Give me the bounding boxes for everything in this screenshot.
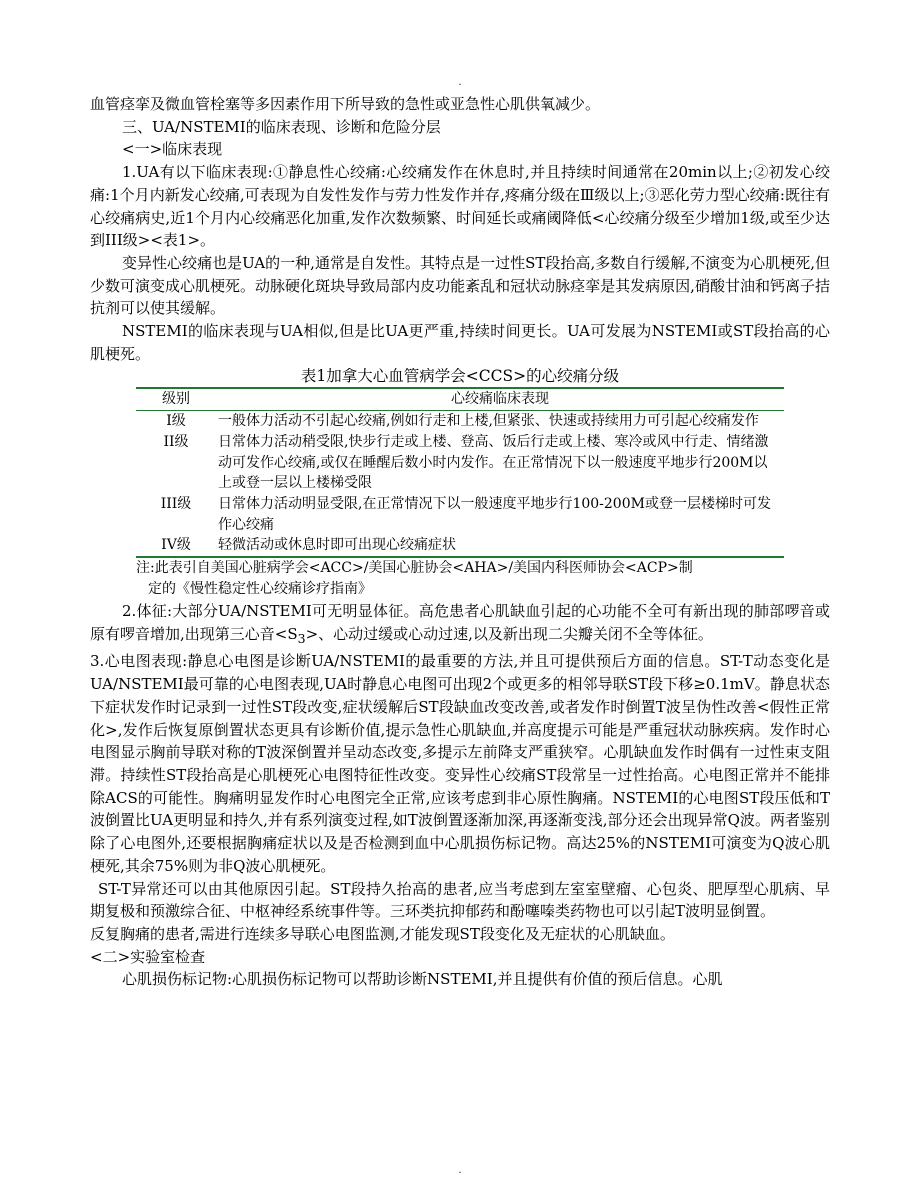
ccs-grading-table [136, 387, 784, 558]
subsection-lab-tests: <二>实验室检查 [90, 947, 206, 966]
paragraph-monitoring: 反复胸痛的患者,需进行连续多导联心电图监测,才能发现ST段变化及无症状的心肌缺血。 [90, 924, 675, 943]
table-note: 注:此表引自美国心脏病学会<ACC>/美国心脏协会<AHA>/美国内科医师协会<ACP>制 [136, 560, 693, 577]
document-body [90, 93, 830, 991]
table-cell-description: 日常体力活动明显受限,在正常情况下以一般速度平地步行100-200M或登一层楼梯时可发作心绞痛 [218, 495, 771, 533]
table-row [136, 535, 784, 557]
paragraph-ecg: 3.心电图表现:静息心电图是诊断UA/NSTEMI的最重要的方法,并且可提供预后方面的信息。ST-T动态变化是UA/NSTEMI最可靠的心电图表现,UA时静息心电图可出现2个或更多的相邻导联ST段下移≥0.1mV。静息状态下症状发作时记录到一过性ST段改变,症状缓解后ST段缺血改变改善,或者发作时倒置T波呈伪性改善<假性正常化>,发作后恢复原倒置状态更具有诊断价值,提示急性心肌缺血,并高度提示可能是严重冠状动脉疾病。发作时心电图显示胸前导联对称的T波深倒置并呈动态改变,多提示左前降支严重狭窄。心肌缺血发作时偶有一过性束支阻滞。持续性ST段抬高是心肌梗死心电图特征性改变。变异性心绞痛ST段常呈一过性抬高。心电图正常并不能排除ACS的可能性。胸痛明显发作时心电图完全正常,应该考虑到非心原性胸痛。NSTEMI的心电图ST段压低和T波倒置比UA更明显和持久,并有系列演变过程,如T波倒置逐渐加深,再逐渐变浅,部分还会出现异常Q波。两者鉴别除了心电图外,还要根据胸痛症状以及是否检测到血中心肌损伤标记物。高达25%的NSTEMI可演变为Q波心肌梗死,其余75%则为非Q波心肌梗死。 [90, 652, 830, 875]
table-cell-description: 一般体力活动不引起心绞痛,例如行走和上楼,但紧张、快速或持续用力可引起心绞痛发作 [218, 413, 759, 430]
third-heart-sound-subscript: 3 [297, 630, 306, 646]
paragraph-physical-signs [90, 600, 830, 650]
table-row [136, 494, 784, 535]
table-cell-description: 日常体力活动稍受限,快步行走或上楼、登高、饭后行走或上楼、寒冷或风中行走、情绪激动可发作心绞痛,或仅在睡醒后数小时内发作。在正常情况下以一般速度平地步行200M以上或登一层以上楼梯受限 [218, 433, 769, 492]
table-cell-grade: II级 [163, 433, 189, 450]
table-cell-description: 轻微活动或休息时即可出现心绞痛症状 [218, 537, 456, 554]
paragraph-signs-part1: 2.体征:大部分UA/NSTEMI可无明显体征。高危患者心肌缺血引起的心功能不全可有新出现的肺部啰音或原有啰音增加,出现第三心音<S [90, 602, 830, 643]
subsection-heading: <一>临床表现 [122, 140, 223, 159]
paragraph-signs-part2: >、心动过缓或心动过速,以及新出现二尖瓣关闭不全等体征。 [305, 624, 713, 643]
paragraph-continuation: 血管痉挛及微血管栓塞等多因素作用下所导致的急性或亚急性心肌供氧减少。 [90, 95, 601, 113]
table-note-continued: 定的《慢性稳定性心绞痛诊疗指南》 [148, 581, 372, 598]
table-cell-grade: III级 [160, 495, 192, 512]
table-header-grade: 级别 [162, 391, 190, 408]
paragraph-st-t-causes: ST-T异常还可以由其他原因引起。ST段持久抬高的患者,应当考虑到左室室壁瘤、心包炎、肥厚型心肌病、早期复极和预激综合征、中枢神经系统事件等。三环类抗抑郁药和酚噻嗪类药物也可以引起T波明显倒置。 [90, 879, 830, 921]
table-cell-grade: IV级 [161, 537, 191, 554]
table-header-row [136, 388, 784, 410]
section-heading: 三、UA/NSTEMI的临床表现、诊断和危险分层 [122, 117, 441, 136]
paragraph-ua-presentation: 1.UA有以下临床表现:①静息性心绞痛:心绞痛发作在休息时,并且持续时间通常在20min以上;②初发心绞痛:1个月内新发心绞痛,可表现为自发性发作与劳力性发作并存,疼痛分级在Ⅲ级以上;③恶化劳力型心绞痛:既往有心绞痛病史,近1个月内心绞痛恶化加重,发作次数频繁、时间延长或痛阈降低<心绞痛分级至少增加1级,或至少达到III级><表1>。 [90, 163, 830, 250]
header-mark: . [458, 77, 462, 88]
paragraph-markers: 心肌损伤标记物:心肌损伤标记物可以帮助诊断NSTEMI,并且提供有价值的预后信息。心肌 [122, 970, 723, 989]
table-row [136, 432, 784, 494]
footer-mark: . [458, 1165, 462, 1176]
table-title: 表1加拿大心血管病学会<CCS>的心绞痛分级 [300, 367, 620, 386]
table-cell-grade: I级 [166, 413, 186, 430]
paragraph-nstemi: NSTEMI的临床表现与UA相似,但是比UA更严重,持续时间更长。UA可发展为NSTEMI或ST段抬高的心肌梗死。 [90, 322, 830, 363]
paragraph-variant-angina: 变异性心绞痛也是UA的一种,通常是自发性。其特点是一过性ST段抬高,多数自行缓解,不演变为心肌梗死,但少数可演变成心肌梗死。动脉硬化斑块导致局部内皮功能紊乱和冠状动脉痉挛是其发病原因,硝酸甘油和钙离子拮抗剂可以使其缓解。 [90, 253, 830, 318]
table-header-description: 心绞痛临床表现 [451, 391, 549, 408]
table-row [136, 411, 784, 432]
